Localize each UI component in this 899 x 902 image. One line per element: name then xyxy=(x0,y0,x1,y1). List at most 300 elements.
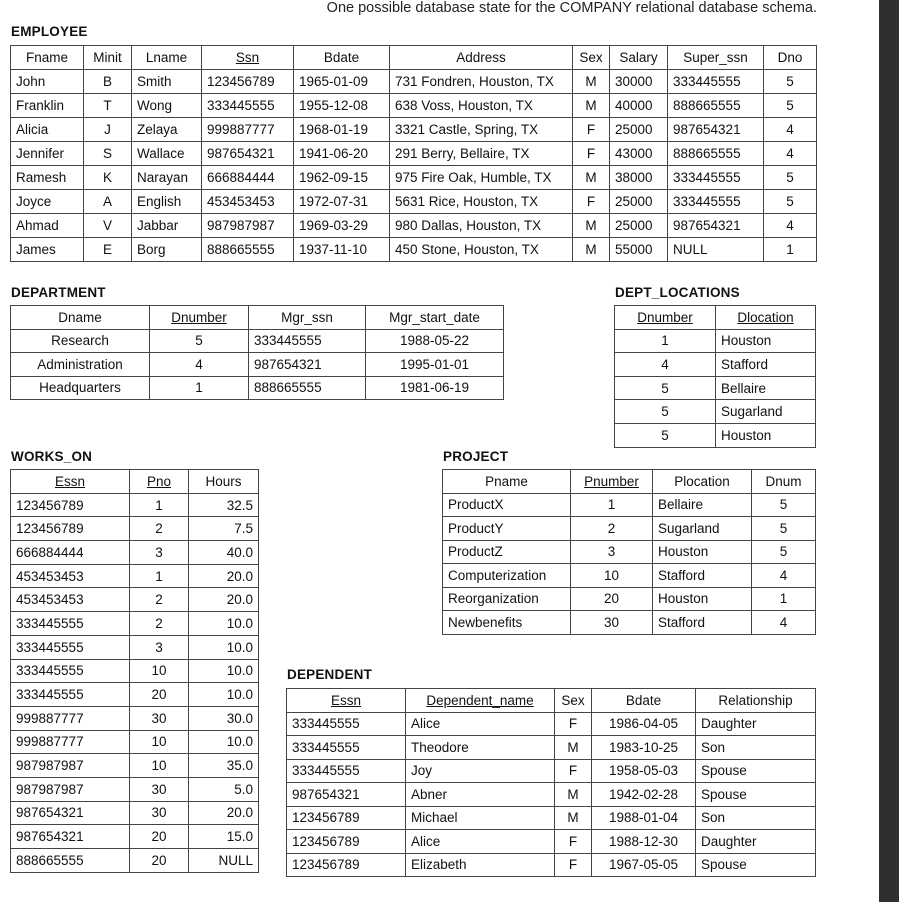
table-row xyxy=(11,541,259,565)
column-header-label: Pname xyxy=(485,473,528,489)
project-title: PROJECT xyxy=(443,449,509,464)
table-cell: 5 xyxy=(615,400,716,424)
table-cell: 3321 Castle, Spring, TX xyxy=(390,118,573,142)
table-cell: 888665555 xyxy=(249,376,366,400)
works-on-header-row xyxy=(11,470,259,494)
table-cell: 123456789 xyxy=(202,70,294,94)
table-cell: 1 xyxy=(130,564,189,588)
table-row xyxy=(287,736,816,760)
column-header-label: Address xyxy=(456,50,506,65)
column-header-label: Dependent_name xyxy=(426,692,534,708)
table-cell: S xyxy=(84,142,132,166)
table-cell: 1969-03-29 xyxy=(294,214,390,238)
table-cell: 666884444 xyxy=(11,541,130,565)
table-cell: 5 xyxy=(764,166,817,190)
table-cell: 975 Fire Oak, Humble, TX xyxy=(390,166,573,190)
table-cell: 987654321 xyxy=(202,142,294,166)
column-header-label: Dnum xyxy=(765,473,802,489)
table-cell: 20.0 xyxy=(189,801,259,825)
table-cell: Wong xyxy=(132,94,202,118)
table-cell: Bellaire xyxy=(716,376,816,400)
table-cell: Alice xyxy=(406,830,555,854)
column-header xyxy=(653,470,752,494)
table-cell: M xyxy=(573,214,610,238)
column-header-label: Dno xyxy=(777,50,803,65)
table-row xyxy=(287,783,816,807)
table-row xyxy=(11,493,259,517)
table-cell: Stafford xyxy=(716,353,816,377)
table-cell: Ramesh xyxy=(11,166,84,190)
scrollbar[interactable] xyxy=(879,0,899,902)
table-cell: 10 xyxy=(571,564,653,588)
table-cell: 1967-05-05 xyxy=(592,853,696,877)
table-cell: F xyxy=(555,712,592,736)
table-row xyxy=(615,353,816,377)
table-row xyxy=(615,400,816,424)
table-row xyxy=(287,830,816,854)
table-cell: 10.0 xyxy=(189,635,259,659)
table-cell: 1965-01-09 xyxy=(294,70,390,94)
table-cell: Jabbar xyxy=(132,214,202,238)
table-cell: Jennifer xyxy=(11,142,84,166)
column-header xyxy=(592,689,696,713)
table-cell: 453453453 xyxy=(11,588,130,612)
table-cell: 123456789 xyxy=(287,830,406,854)
table-cell: 20 xyxy=(130,683,189,707)
works-on-title: WORKS_ON xyxy=(11,449,93,464)
table-cell: 2 xyxy=(130,588,189,612)
column-header-label: Salary xyxy=(619,50,658,65)
table-row xyxy=(615,329,816,353)
dependent-header-row xyxy=(287,689,816,713)
table-cell: 1958-05-03 xyxy=(592,759,696,783)
table-cell: 5 xyxy=(764,190,817,214)
table-cell: B xyxy=(84,70,132,94)
table-row xyxy=(11,730,259,754)
table-cell: 333445555 xyxy=(11,635,130,659)
table-cell: E xyxy=(84,238,132,262)
column-header xyxy=(202,46,294,70)
table-cell: John xyxy=(11,70,84,94)
table-cell: 333445555 xyxy=(249,329,366,353)
table-cell: 1995-01-01 xyxy=(366,353,504,377)
table-row xyxy=(287,806,816,830)
column-header xyxy=(752,470,816,494)
table-cell: 32.5 xyxy=(189,493,259,517)
table-cell: 5631 Rice, Houston, TX xyxy=(390,190,573,214)
table-cell: 999887777 xyxy=(202,118,294,142)
table-cell: 30 xyxy=(571,611,653,635)
column-header xyxy=(668,46,764,70)
column-header xyxy=(696,689,816,713)
table-cell: K xyxy=(84,166,132,190)
table-cell: 987987987 xyxy=(202,214,294,238)
table-cell: A xyxy=(84,190,132,214)
column-header xyxy=(764,46,817,70)
table-cell: Stafford xyxy=(653,611,752,635)
table-cell: 1 xyxy=(764,238,817,262)
table-cell: Narayan xyxy=(132,166,202,190)
table-cell: 987654321 xyxy=(668,214,764,238)
table-row xyxy=(11,238,817,262)
table-row xyxy=(11,353,504,377)
table-cell: Spouse xyxy=(696,783,816,807)
table-cell: 123456789 xyxy=(287,806,406,830)
department-header-row xyxy=(11,306,504,330)
column-header xyxy=(249,306,366,330)
employee-title: EMPLOYEE xyxy=(11,24,88,39)
table-cell: M xyxy=(555,736,592,760)
table-row xyxy=(11,376,504,400)
table-cell: Joy xyxy=(406,759,555,783)
table-cell: 30000 xyxy=(610,70,668,94)
column-header-label: Essn xyxy=(54,473,85,489)
table-row xyxy=(443,540,816,564)
column-header xyxy=(615,306,716,330)
table-cell: 333445555 xyxy=(668,70,764,94)
table-cell: Alice xyxy=(406,712,555,736)
table-cell: Bellaire xyxy=(653,493,752,517)
dependent-table xyxy=(286,688,816,877)
table-cell: Franklin xyxy=(11,94,84,118)
table-cell: 888665555 xyxy=(668,94,764,118)
table-cell: F xyxy=(555,853,592,877)
table-row xyxy=(11,801,259,825)
table-cell: 333445555 xyxy=(287,712,406,736)
table-cell: 40.0 xyxy=(189,541,259,565)
table-cell: 123456789 xyxy=(11,517,130,541)
table-cell: 20 xyxy=(571,587,653,611)
column-header xyxy=(11,470,130,494)
table-cell: M xyxy=(573,238,610,262)
table-cell: 5 xyxy=(752,493,816,517)
table-cell: Son xyxy=(696,806,816,830)
column-header xyxy=(287,689,406,713)
column-header xyxy=(406,689,555,713)
table-cell: 5 xyxy=(150,329,249,353)
table-cell: 40000 xyxy=(610,94,668,118)
table-cell: Houston xyxy=(716,423,816,447)
table-row xyxy=(443,564,816,588)
table-cell: F xyxy=(573,142,610,166)
table-cell: 10.0 xyxy=(189,612,259,636)
table-cell: 123456789 xyxy=(11,493,130,517)
table-cell: 450 Stone, Houston, TX xyxy=(390,238,573,262)
table-cell: Theodore xyxy=(406,736,555,760)
table-cell: 1981-06-19 xyxy=(366,376,504,400)
works-on-body xyxy=(11,493,259,872)
table-cell: 987654321 xyxy=(11,801,130,825)
column-header-label: Hours xyxy=(205,473,242,489)
employee-header-row xyxy=(11,46,817,70)
table-cell: 1955-12-08 xyxy=(294,94,390,118)
table-cell: 1942-02-28 xyxy=(592,783,696,807)
table-cell: M xyxy=(555,806,592,830)
table-row xyxy=(11,142,817,166)
column-header-label: Mgr_start_date xyxy=(389,309,480,325)
column-header xyxy=(443,470,571,494)
column-header-label: Relationship xyxy=(718,692,793,708)
table-cell: Wallace xyxy=(132,142,202,166)
table-cell: 1988-01-04 xyxy=(592,806,696,830)
table-cell: 1 xyxy=(130,493,189,517)
table-cell: ProductX xyxy=(443,493,571,517)
table-cell: F xyxy=(573,118,610,142)
table-cell: 980 Dallas, Houston, TX xyxy=(390,214,573,238)
table-cell: 5 xyxy=(764,70,817,94)
table-cell: 25000 xyxy=(610,190,668,214)
column-header-label: Dnumber xyxy=(637,309,693,325)
table-cell: 1972-07-31 xyxy=(294,190,390,214)
table-cell: 638 Voss, Houston, TX xyxy=(390,94,573,118)
table-cell: 25000 xyxy=(610,118,668,142)
table-row xyxy=(443,611,816,635)
table-cell: Houston xyxy=(653,587,752,611)
table-cell: 333445555 xyxy=(11,659,130,683)
employee-body xyxy=(11,70,817,262)
project-table xyxy=(442,469,816,635)
table-cell: V xyxy=(84,214,132,238)
table-row xyxy=(11,329,504,353)
table-row xyxy=(11,635,259,659)
table-cell: 10.0 xyxy=(189,730,259,754)
table-cell: M xyxy=(573,94,610,118)
column-header xyxy=(366,306,504,330)
table-row xyxy=(11,849,259,873)
table-cell: Alicia xyxy=(11,118,84,142)
table-cell: 43000 xyxy=(610,142,668,166)
column-header xyxy=(150,306,249,330)
table-cell: 333445555 xyxy=(11,683,130,707)
table-cell: 1 xyxy=(150,376,249,400)
table-cell: 30 xyxy=(130,706,189,730)
table-cell: 1983-10-25 xyxy=(592,736,696,760)
works-on-table xyxy=(10,469,259,873)
table-cell: Borg xyxy=(132,238,202,262)
column-header-label: Minit xyxy=(93,50,122,65)
column-header xyxy=(132,46,202,70)
table-cell: 1968-01-19 xyxy=(294,118,390,142)
table-cell: 4 xyxy=(752,611,816,635)
column-header xyxy=(11,306,150,330)
table-row xyxy=(615,423,816,447)
table-row xyxy=(11,118,817,142)
column-header-label: Dnumber xyxy=(171,309,227,325)
table-row xyxy=(287,712,816,736)
table-cell: 333445555 xyxy=(287,736,406,760)
table-row xyxy=(443,587,816,611)
table-cell: Newbenefits xyxy=(443,611,571,635)
table-cell: NULL xyxy=(189,849,259,873)
table-cell: 999887777 xyxy=(11,730,130,754)
column-header-label: Pnumber xyxy=(584,473,639,489)
table-cell: ProductY xyxy=(443,517,571,541)
table-cell: Joyce xyxy=(11,190,84,214)
column-header-label: Bdate xyxy=(323,50,360,65)
table-row xyxy=(11,190,817,214)
table-cell: 5.0 xyxy=(189,777,259,801)
table-cell: 333445555 xyxy=(287,759,406,783)
column-header-label: Lname xyxy=(145,50,188,65)
table-cell: 453453453 xyxy=(11,564,130,588)
table-row xyxy=(11,706,259,730)
table-cell: 20.0 xyxy=(189,564,259,588)
column-header-label: Pno xyxy=(146,473,172,489)
table-cell: 1962-09-15 xyxy=(294,166,390,190)
table-cell: Spouse xyxy=(696,759,816,783)
table-row xyxy=(11,825,259,849)
table-row xyxy=(11,754,259,778)
column-header xyxy=(573,46,610,70)
table-cell: 1937-11-10 xyxy=(294,238,390,262)
department-body xyxy=(11,329,504,400)
table-cell: 1941-06-20 xyxy=(294,142,390,166)
table-cell: 333445555 xyxy=(668,190,764,214)
table-cell: 3 xyxy=(130,541,189,565)
column-header xyxy=(571,470,653,494)
table-cell: 987654321 xyxy=(668,118,764,142)
table-cell: 1 xyxy=(615,329,716,353)
table-row xyxy=(11,777,259,801)
table-cell: 1 xyxy=(571,493,653,517)
column-header xyxy=(294,46,390,70)
table-cell: 5 xyxy=(615,376,716,400)
table-cell: 30 xyxy=(130,801,189,825)
table-row xyxy=(443,493,816,517)
column-header xyxy=(716,306,816,330)
table-cell: 10.0 xyxy=(189,683,259,707)
table-row xyxy=(11,659,259,683)
table-cell: 5 xyxy=(752,540,816,564)
figure-caption: One possible database state for the COMPANY relational database schema. xyxy=(326,0,817,16)
table-row xyxy=(11,166,817,190)
table-cell: M xyxy=(555,783,592,807)
project-body xyxy=(443,493,816,634)
table-cell: 3 xyxy=(571,540,653,564)
table-cell: 4 xyxy=(150,353,249,377)
table-cell: 731 Fondren, Houston, TX xyxy=(390,70,573,94)
column-header xyxy=(189,470,259,494)
table-cell: Elizabeth xyxy=(406,853,555,877)
table-row xyxy=(11,588,259,612)
table-cell: 333445555 xyxy=(668,166,764,190)
table-cell: 1986-04-05 xyxy=(592,712,696,736)
table-cell: F xyxy=(573,190,610,214)
table-cell: 888665555 xyxy=(202,238,294,262)
table-row xyxy=(11,683,259,707)
table-cell: ProductZ xyxy=(443,540,571,564)
table-cell: Daughter xyxy=(696,830,816,854)
employee-table xyxy=(10,45,817,262)
table-cell: 1988-05-22 xyxy=(366,329,504,353)
table-cell: Spouse xyxy=(696,853,816,877)
column-header xyxy=(84,46,132,70)
table-cell: 453453453 xyxy=(202,190,294,214)
table-cell: 15.0 xyxy=(189,825,259,849)
column-header-label: Sex xyxy=(561,692,585,708)
table-cell: 1 xyxy=(752,587,816,611)
table-cell: 333445555 xyxy=(202,94,294,118)
table-cell: 987654321 xyxy=(287,783,406,807)
column-header xyxy=(555,689,592,713)
column-header-label: Super_ssn xyxy=(683,50,748,65)
table-cell: Houston xyxy=(653,540,752,564)
table-cell: 4 xyxy=(764,142,817,166)
table-cell: 5 xyxy=(752,517,816,541)
table-cell: 291 Berry, Bellaire, TX xyxy=(390,142,573,166)
table-cell: Stafford xyxy=(653,564,752,588)
table-cell: J xyxy=(84,118,132,142)
table-row xyxy=(11,70,817,94)
table-cell: 4 xyxy=(752,564,816,588)
table-row xyxy=(287,759,816,783)
table-cell: 7.5 xyxy=(189,517,259,541)
table-cell: 987987987 xyxy=(11,754,130,778)
table-cell: NULL xyxy=(668,238,764,262)
table-cell: 10.0 xyxy=(189,659,259,683)
dept-locations-title: DEPT_LOCATIONS xyxy=(615,285,740,300)
table-row xyxy=(615,376,816,400)
table-cell: 5 xyxy=(764,94,817,118)
table-cell: Ahmad xyxy=(11,214,84,238)
table-cell: Michael xyxy=(406,806,555,830)
project-header-row xyxy=(443,470,816,494)
table-row xyxy=(287,853,816,877)
table-cell: Computerization xyxy=(443,564,571,588)
table-cell: 55000 xyxy=(610,238,668,262)
table-cell: 1988-12-30 xyxy=(592,830,696,854)
dependent-body xyxy=(287,712,816,877)
table-cell: James xyxy=(11,238,84,262)
table-row xyxy=(11,94,817,118)
table-cell: 2 xyxy=(130,517,189,541)
column-header xyxy=(610,46,668,70)
table-cell: 30.0 xyxy=(189,706,259,730)
table-row xyxy=(443,517,816,541)
table-cell: 888665555 xyxy=(668,142,764,166)
table-cell: 2 xyxy=(571,517,653,541)
column-header xyxy=(390,46,573,70)
column-header-label: Dname xyxy=(58,309,102,325)
department-title: DEPARTMENT xyxy=(11,285,106,300)
table-cell: F xyxy=(555,759,592,783)
column-header-label: Mgr_ssn xyxy=(281,309,333,325)
table-cell: 2 xyxy=(130,612,189,636)
table-cell: 4 xyxy=(764,214,817,238)
table-cell: 35.0 xyxy=(189,754,259,778)
table-cell: Houston xyxy=(716,329,816,353)
table-cell: 123456789 xyxy=(287,853,406,877)
table-cell: 25000 xyxy=(610,214,668,238)
column-header-label: Sex xyxy=(579,50,603,65)
column-header-label: Dlocation xyxy=(737,309,794,325)
table-cell: 987987987 xyxy=(11,777,130,801)
table-cell: Reorganization xyxy=(443,587,571,611)
table-cell: Headquarters xyxy=(11,376,150,400)
table-cell: 10 xyxy=(130,659,189,683)
table-cell: Son xyxy=(696,736,816,760)
table-cell: 20.0 xyxy=(189,588,259,612)
table-cell: M xyxy=(573,70,610,94)
table-cell: 38000 xyxy=(610,166,668,190)
dept-locations-header-row xyxy=(615,306,816,330)
dept-locations-table xyxy=(614,305,816,448)
table-cell: 5 xyxy=(615,423,716,447)
table-cell: 333445555 xyxy=(11,612,130,636)
dept-locations-body xyxy=(615,329,816,447)
table-cell: 4 xyxy=(615,353,716,377)
dependent-title: DEPENDENT xyxy=(287,667,373,682)
